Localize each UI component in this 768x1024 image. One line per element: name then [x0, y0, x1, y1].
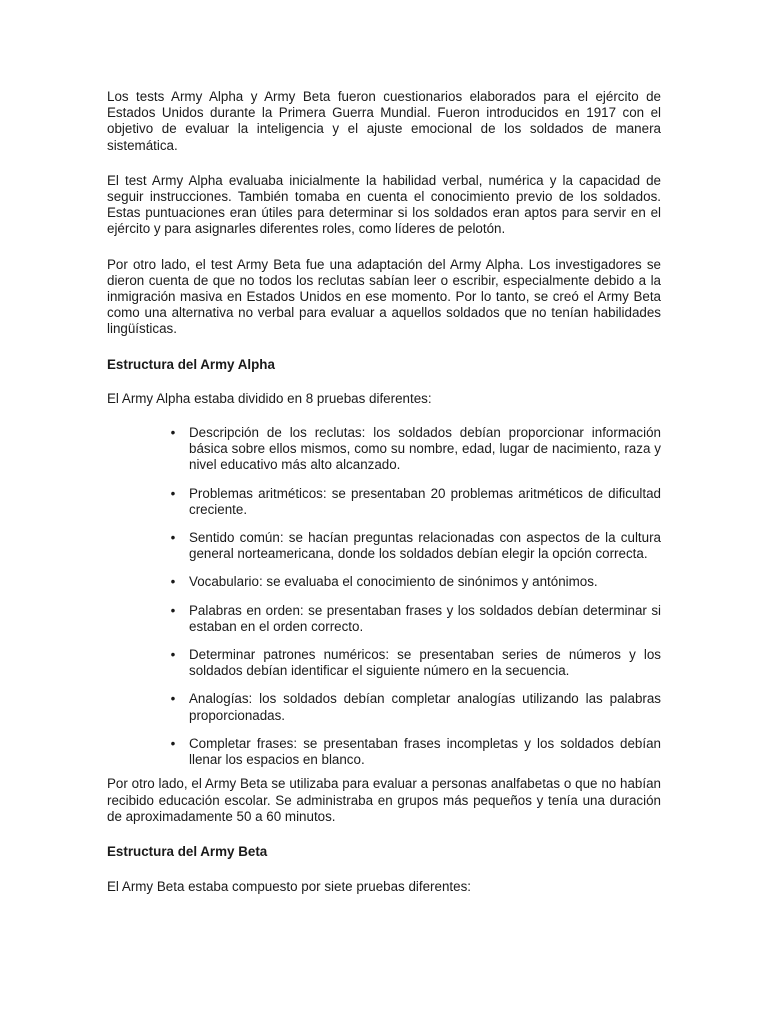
bullet-icon: • — [170, 425, 176, 441]
list-item — [107, 736, 661, 768]
list-item-text: Determinar patrones numéricos: se presentaban series de números y los soldados debían identificar el siguiente número en la secuencia. — [189, 647, 661, 679]
list-item — [107, 691, 661, 723]
alpha-intro-paragraph: El Army Alpha estaba dividido en 8 pruebas diferentes: — [107, 390, 432, 406]
list-item-text: Sentido común: se hacían preguntas relacionadas con aspectos de la cultura general norteamericana, donde los soldados debían elegir la opción correcta. — [189, 530, 661, 562]
list-item-text: Descripción de los reclutas: los soldados debían proporcionar información básica sobre ellos mismos, como su nombre, edad, lugar de nacimiento, raza y nivel educativo más alto alcanzado. — [189, 425, 661, 473]
list-item — [107, 486, 661, 518]
list-item — [107, 647, 661, 679]
list-item-text: Palabras en orden: se presentaban frases y los soldados debían determinar si estaban en el orden correcto. — [189, 602, 661, 634]
alpha-structure-heading: Estructura del Army Alpha — [107, 356, 275, 372]
army-beta-usage-paragraph: Por otro lado, el Army Beta se utilizaba para evaluar a personas analfabetas o que no habían recibido educación escolar. Se administraba en grupos más pequeños y tenía una duración de aproximadamente 50 a 60 minutos. — [107, 776, 661, 824]
list-item — [107, 574, 661, 590]
document-page — [107, 89, 661, 895]
beta-structure-heading: Estructura del Army Beta — [107, 843, 268, 859]
bullet-icon: • — [170, 735, 176, 751]
list-item — [107, 425, 661, 474]
list-item-text: Problemas aritméticos: se presentaban 20 problemas aritméticos de dificultad creciente. — [189, 485, 661, 517]
bullet-icon: • — [170, 485, 176, 501]
alpha-tests-list — [107, 425, 661, 768]
bullet-icon: • — [170, 647, 176, 663]
intro-paragraph: Los tests Army Alpha y Army Beta fueron cuestionarios elaborados para el ejército de Estados Unidos durante la Primera Guerra Mundial. Fueron introducidos en 1917 con el objetivo de evaluar la inteligencia y el ajuste emocional de los soldados de manera sistemática. — [107, 89, 661, 153]
bullet-icon: • — [170, 530, 176, 546]
bullet-icon: • — [170, 691, 176, 707]
army-beta-paragraph: Por otro lado, el test Army Beta fue una adaptación del Army Alpha. Los investigadores se dieron cuenta de que no todos los reclutas sabían leer o escribir, especialmente debido a la inmigración masiva en Estados Unidos en ese momento. Por lo tanto, se creó el Army Beta como una alternativa no verbal para evaluar a aquellos soldados que no tenían habilidades lingüísticas. — [107, 256, 661, 337]
bullet-icon: • — [170, 602, 176, 618]
list-item-text: Completar frases: se presentaban frases incompletas y los soldados debían llenar los espacios en blanco. — [189, 735, 661, 768]
list-item-text: Vocabulario: se evaluaba el conocimiento de sinónimos y antónimos. — [189, 574, 598, 590]
bullet-icon: • — [170, 574, 176, 590]
list-item — [107, 603, 661, 635]
list-item-text: Analogías: los soldados debían completar analogías utilizando las palabras proporcionadas. — [189, 691, 661, 723]
beta-intro-paragraph: El Army Beta estaba compuesto por siete pruebas diferentes: — [107, 879, 471, 895]
list-item — [107, 530, 661, 562]
army-alpha-paragraph: El test Army Alpha evaluaba inicialmente la habilidad verbal, numérica y la capacidad de seguir instrucciones. También tomaba en cuenta el conocimiento previo de los soldados. Estas puntuaciones eran útiles para determinar si los soldados eran aptos para servir en el ejército y para asignarles diferentes roles, como líderes de pelotón. — [107, 172, 661, 237]
